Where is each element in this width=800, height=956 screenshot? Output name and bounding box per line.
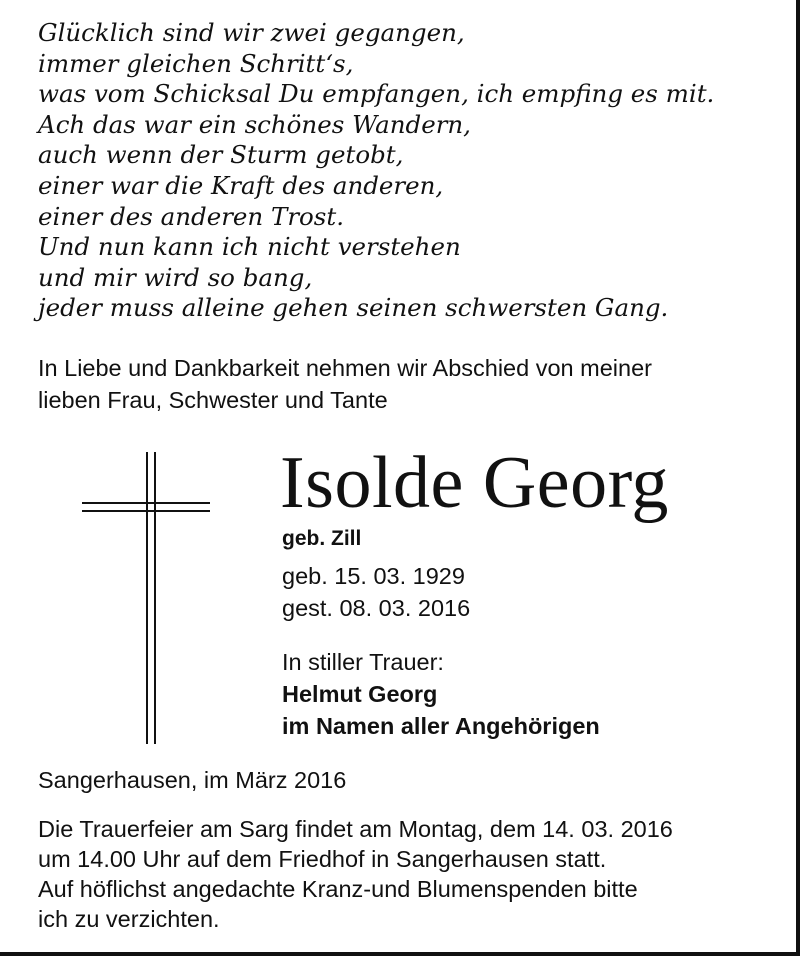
mourners-others: im Namen aller Angehörigen bbox=[282, 713, 600, 739]
poem-line: einer war die Kraft des anderen, bbox=[38, 170, 444, 200]
cross-horizontal-bar bbox=[82, 502, 210, 504]
farewell-intro bbox=[38, 352, 783, 416]
poem-line: und mir wird so bang, bbox=[38, 262, 313, 292]
intro-line: In Liebe und Dankbarkeit nehmen wir Abschied von meiner bbox=[38, 355, 652, 381]
poem-line: auch wenn der Sturm getobt, bbox=[38, 140, 404, 170]
birth-date: geb. 15. 03. 1929 bbox=[282, 563, 465, 589]
funeral-line: Auf höflichst angedachte Kranz-und Blumenspenden bitte bbox=[38, 876, 638, 902]
poem-line: Und nun kann ich nicht verstehen bbox=[38, 232, 461, 262]
funeral-line: um 14.00 Uhr auf dem Friedhof in Sangerhausen statt. bbox=[38, 846, 607, 872]
funeral-line: Die Trauerfeier am Sarg findet am Montag, dem 14. 03. 2016 bbox=[38, 816, 673, 842]
double-line-cross-icon bbox=[82, 452, 212, 748]
funeral-info bbox=[38, 814, 783, 934]
death-date: gest. 08. 03. 2016 bbox=[282, 595, 471, 621]
funeral-line: ich zu verzichten. bbox=[38, 906, 220, 932]
poem-line: Ach das war ein schönes Wandern, bbox=[38, 109, 471, 139]
poem-line: einer des anderen Trost. bbox=[38, 201, 345, 231]
deceased-name: Isolde Georg bbox=[280, 442, 669, 524]
maiden-name: geb. Zill bbox=[282, 527, 362, 550]
cross-vertical-bar bbox=[146, 452, 148, 744]
mourner-name: Helmut Georg bbox=[282, 681, 438, 707]
poem-line: jeder muss alleine gehen seinen schwersten Gang. bbox=[38, 293, 669, 323]
place-date: Sangerhausen, im März 2016 bbox=[38, 767, 347, 793]
life-dates bbox=[282, 560, 470, 624]
poem-line: immer gleichen Schritt‘s, bbox=[38, 48, 354, 78]
poem bbox=[38, 18, 778, 324]
cross-vertical-bar bbox=[154, 452, 156, 744]
mourners-heading: In stiller Trauer: bbox=[282, 649, 444, 675]
cross-horizontal-bar bbox=[82, 510, 210, 512]
poem-line: was vom Schicksal Du empfangen, ich empfing es mit. bbox=[38, 79, 715, 109]
intro-line: lieben Frau, Schwester und Tante bbox=[38, 387, 388, 413]
mourners bbox=[282, 646, 600, 742]
poem-line: Glücklich sind wir zwei gegangen, bbox=[38, 18, 465, 47]
